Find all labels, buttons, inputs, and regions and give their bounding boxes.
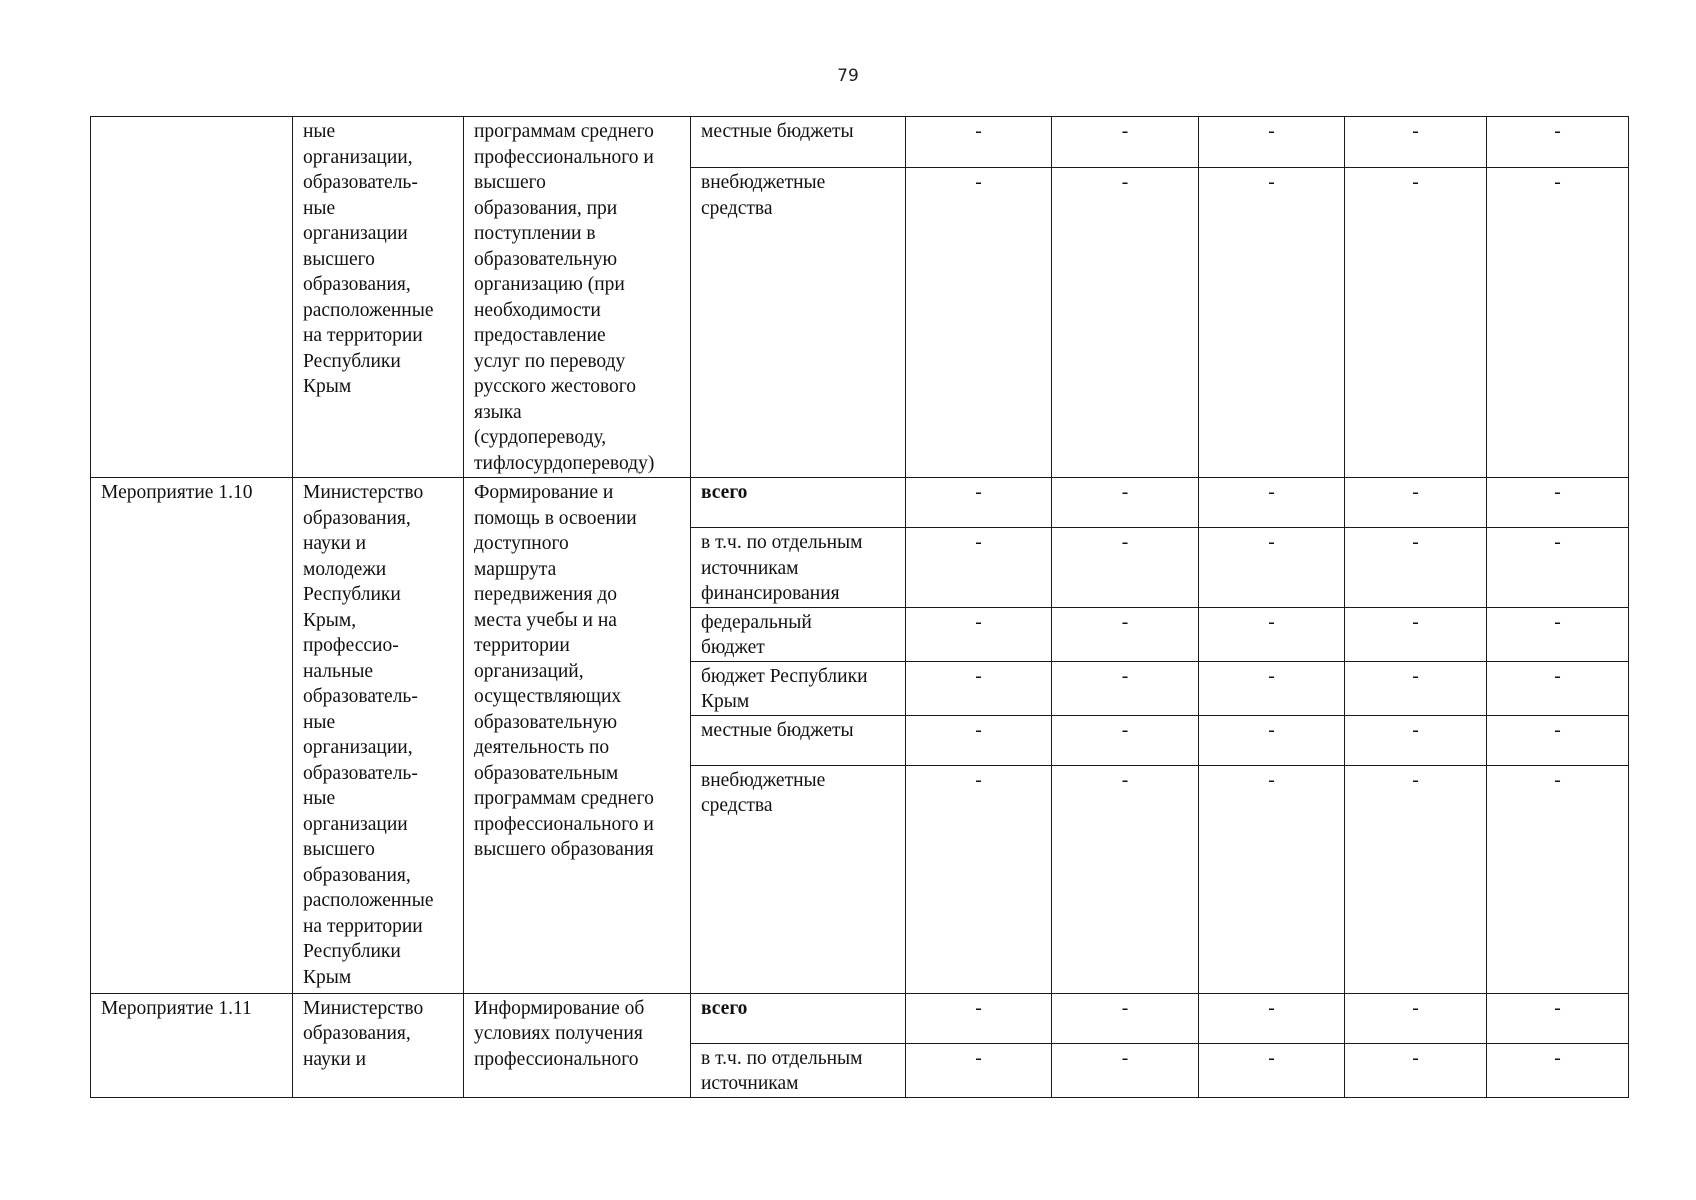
value-cell: - [1052, 993, 1199, 1043]
value-cell: - [1487, 993, 1629, 1043]
value-cell: - [1345, 1043, 1487, 1097]
value-cell: - [1487, 765, 1629, 993]
value-cell: - [906, 168, 1052, 478]
value-cell: - [1345, 993, 1487, 1043]
description-cell: Формирование и помощь в освоении доступного маршрута передвижения до места учебы и на территории организаций, осуществляющих образовательную деятельность по образовательным программам среднего профессионального и высшего образования [464, 478, 691, 994]
value-cell: - [1199, 168, 1345, 478]
source-label: в т.ч. по отдельным источникам финансирования [691, 528, 906, 608]
value-cell: - [1345, 715, 1487, 765]
value-cell: - [1199, 661, 1345, 715]
value-cell: - [906, 661, 1052, 715]
source-label: всего [691, 478, 906, 528]
value-cell: - [1199, 607, 1345, 661]
value-cell: - [1487, 117, 1629, 168]
value-cell: - [1199, 765, 1345, 993]
value-cell: - [906, 1043, 1052, 1097]
executor-cell: ные организации, образователь- ные организации высшего образования, расположенные на территории Республики Крым [293, 117, 464, 478]
value-cell: - [1199, 993, 1345, 1043]
value-cell: - [1345, 168, 1487, 478]
funding-table [90, 116, 1629, 1098]
table-row [91, 117, 1629, 168]
value-cell: - [1199, 478, 1345, 528]
page-number: 79 [837, 66, 859, 86]
value-cell: - [1052, 1043, 1199, 1097]
value-cell: - [1487, 1043, 1629, 1097]
value-cell: - [1052, 715, 1199, 765]
source-label: бюджет Республики Крым [691, 661, 906, 715]
value-cell: - [1052, 661, 1199, 715]
source-label: местные бюджеты [691, 117, 906, 168]
value-cell: - [906, 528, 1052, 608]
source-label: местные бюджеты [691, 715, 906, 765]
table-row [91, 478, 1629, 528]
event-cell: Мероприятие 1.10 [91, 478, 293, 994]
value-cell: - [1052, 117, 1199, 168]
event-cell: Мероприятие 1.11 [91, 993, 293, 1097]
source-label: внебюджетные средства [691, 168, 906, 478]
table-row [91, 993, 1629, 1043]
value-cell: - [1487, 528, 1629, 608]
value-cell: - [1199, 528, 1345, 608]
value-cell: - [1345, 478, 1487, 528]
description-cell: Информирование об условиях получения профессионального [464, 993, 691, 1097]
value-cell: - [1487, 168, 1629, 478]
event-cell [91, 117, 293, 478]
value-cell: - [1052, 168, 1199, 478]
value-cell: - [906, 765, 1052, 993]
source-label: федеральный бюджет [691, 607, 906, 661]
value-cell: - [1199, 1043, 1345, 1097]
value-cell: - [1052, 765, 1199, 993]
value-cell: - [1487, 715, 1629, 765]
executor-cell: Министерство образования, науки и [293, 993, 464, 1097]
value-cell: - [1345, 528, 1487, 608]
source-label: всего [691, 993, 906, 1043]
value-cell: - [906, 478, 1052, 528]
value-cell: - [1345, 117, 1487, 168]
executor-cell: Министерство образования, науки и молодежи Республики Крым, профессио- нальные образователь- ные организации, образователь- ные организации высшего образования, расположенные на территории Республики Крым [293, 478, 464, 994]
value-cell: - [1199, 715, 1345, 765]
value-cell: - [1052, 528, 1199, 608]
value-cell: - [906, 993, 1052, 1043]
value-cell: - [1487, 661, 1629, 715]
source-label: в т.ч. по отдельным источникам [691, 1043, 906, 1097]
value-cell: - [1487, 607, 1629, 661]
value-cell: - [906, 117, 1052, 168]
value-cell: - [1345, 765, 1487, 993]
value-cell: - [906, 715, 1052, 765]
value-cell: - [1345, 661, 1487, 715]
description-cell: программам среднего профессионального и высшего образования, при поступлении в образовательную организацию (при необходимости предоставление услуг по переводу русского жестового языка (сурдопереводу, тифлосурдопереводу) [464, 117, 691, 478]
value-cell: - [1052, 607, 1199, 661]
source-label: внебюджетные средства [691, 765, 906, 993]
value-cell: - [906, 607, 1052, 661]
value-cell: - [1052, 478, 1199, 528]
value-cell: - [1487, 478, 1629, 528]
value-cell: - [1199, 117, 1345, 168]
value-cell: - [1345, 607, 1487, 661]
